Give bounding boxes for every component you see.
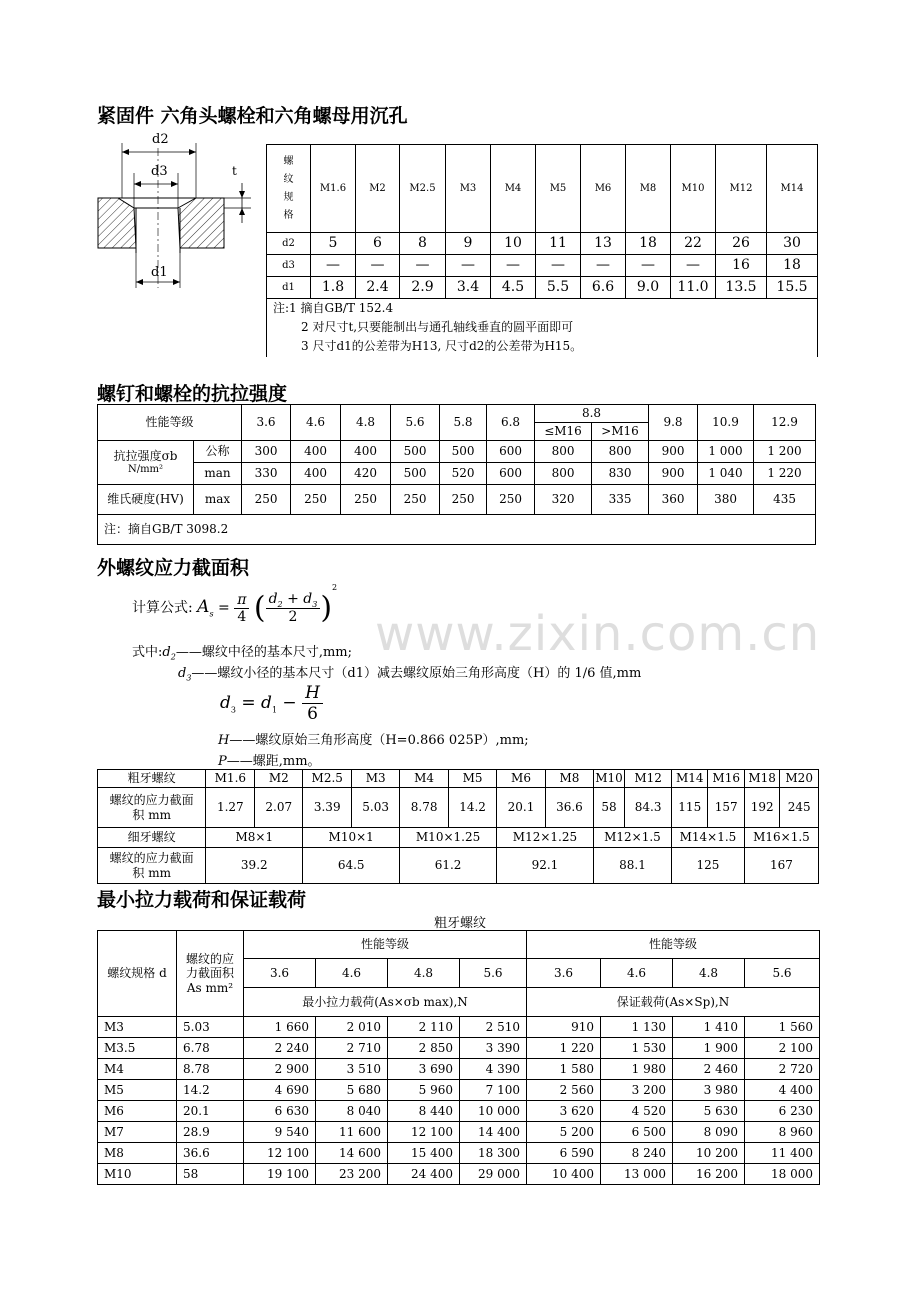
table-row xyxy=(98,1143,820,1164)
where-H: H——螺纹原始三角形高度（H=0.866 025P）,mm; xyxy=(218,733,529,748)
table-cell: 3 620 xyxy=(527,1101,601,1122)
table-cell: 910 xyxy=(527,1017,601,1038)
table-row xyxy=(267,277,818,299)
table-cell: 380 xyxy=(698,485,754,515)
table-cell: M20 xyxy=(780,770,819,788)
table-cell: 1 200 xyxy=(754,441,816,463)
table-cell: 800 xyxy=(535,441,592,463)
header-cell: M2.5 xyxy=(400,145,446,233)
table-cell: 6 xyxy=(356,233,400,255)
table-cell: 6.78 xyxy=(177,1038,244,1059)
diagram-label-d3: d3 xyxy=(151,164,168,179)
header-cell: M6 xyxy=(581,145,626,233)
table-cell: 2 460 xyxy=(673,1059,745,1080)
table-cell: 28.9 xyxy=(177,1122,244,1143)
grade-cell: 5.6 xyxy=(745,959,820,988)
table-cell: 520 xyxy=(440,463,487,485)
header-cell: M10 xyxy=(671,145,716,233)
grade-cell: 5.6 xyxy=(391,405,440,441)
table-cell: 20.1 xyxy=(177,1101,244,1122)
table-cell: M4 xyxy=(400,770,449,788)
table-cell: 6.6 xyxy=(581,277,626,299)
grade-cell: 8.8 xyxy=(535,405,649,423)
table-cell: 1 900 xyxy=(673,1038,745,1059)
table-cell: M1.6 xyxy=(206,770,255,788)
diagram-label-d2: d2 xyxy=(152,132,169,147)
load-table-body xyxy=(97,1016,820,1185)
table-cell: 250 xyxy=(487,485,535,515)
table-cell: 800 xyxy=(592,441,649,463)
table-cell: 3 690 xyxy=(388,1059,460,1080)
table-cell: 5.03 xyxy=(352,788,400,828)
table-cell: 20.1 xyxy=(497,788,546,828)
table-cell: M5 xyxy=(449,770,497,788)
grade-cell: 3.6 xyxy=(527,959,601,988)
table-cell: 16 xyxy=(716,255,767,277)
table-cell: 2 010 xyxy=(316,1017,388,1038)
table-cell: 4 690 xyxy=(244,1080,316,1101)
table-cell: 3 390 xyxy=(460,1038,527,1059)
table-row xyxy=(98,1017,820,1038)
table-cell: 2 100 xyxy=(745,1038,820,1059)
table-cell: 360 xyxy=(649,485,698,515)
table-cell: 13.5 xyxy=(716,277,767,299)
grade-cell: 4.8 xyxy=(388,959,460,988)
table-cell: M18 xyxy=(744,770,779,788)
grade-cell: 6.8 xyxy=(487,405,535,441)
table-cell: 10 400 xyxy=(527,1164,601,1185)
table-cell: M2.5 xyxy=(303,770,352,788)
table-cell: M10×1.25 xyxy=(400,828,497,848)
header-cell: M5 xyxy=(536,145,581,233)
table-cell: 6 230 xyxy=(745,1101,820,1122)
table-cell: 19 100 xyxy=(244,1164,316,1185)
note-line: 3 尺寸d1的公差带为H13, 尺寸d2的公差带为H15。 xyxy=(301,339,583,353)
table-cell: 250 xyxy=(440,485,487,515)
table-cell: 6 590 xyxy=(527,1143,601,1164)
table-cell: 92.1 xyxy=(497,848,594,884)
header-cell: M2 xyxy=(356,145,400,233)
table-row xyxy=(98,788,819,828)
row-label: d3 xyxy=(267,255,311,277)
table-row xyxy=(98,1122,820,1143)
row-label: 螺纹的应力截面积 mm xyxy=(98,848,206,884)
table-cell: 1 130 xyxy=(601,1017,673,1038)
table-cell: — xyxy=(671,255,716,277)
table-cell: M12×1.25 xyxy=(497,828,594,848)
d3-description: ——螺纹小径的基本尺寸（d1）减去螺纹原始三角形高度（H）的 1/6 值,mm xyxy=(191,666,642,681)
table-cell: 36.6 xyxy=(545,788,593,828)
table-cell: 11 400 xyxy=(745,1143,820,1164)
table-cell: 250 xyxy=(391,485,440,515)
table-cell: — xyxy=(356,255,400,277)
grade-cell: 4.8 xyxy=(673,959,745,988)
table-cell: — xyxy=(536,255,581,277)
section4-title: 最小拉力载荷和保证载荷 xyxy=(97,889,307,911)
table-cell: 12 100 xyxy=(244,1143,316,1164)
table-cell: 5 960 xyxy=(388,1080,460,1101)
table-row xyxy=(98,1059,820,1080)
table-cell: 30 xyxy=(767,233,818,255)
table-cell: 830 xyxy=(592,463,649,485)
table-cell: 4 390 xyxy=(460,1059,527,1080)
table-cell: 8.78 xyxy=(177,1059,244,1080)
table-cell: M8×1 xyxy=(206,828,303,848)
table-cell: 29 000 xyxy=(460,1164,527,1185)
header-cell: M8 xyxy=(626,145,671,233)
table-cell: 15 400 xyxy=(388,1143,460,1164)
header-cell: M4 xyxy=(491,145,536,233)
table-cell: 2 710 xyxy=(316,1038,388,1059)
table-cell: 1.27 xyxy=(206,788,255,828)
table-cell: 1 410 xyxy=(673,1017,745,1038)
table-cell: 2 510 xyxy=(460,1017,527,1038)
grade-cell: 4.6 xyxy=(601,959,673,988)
table-cell: M2 xyxy=(255,770,303,788)
table-cell: M10 xyxy=(593,770,624,788)
table-cell: 335 xyxy=(592,485,649,515)
table-cell: 6 630 xyxy=(244,1101,316,1122)
table-cell: 11 600 xyxy=(316,1122,388,1143)
table-cell: 8.78 xyxy=(400,788,449,828)
row-label: 公称 xyxy=(194,441,242,463)
section1-title: 紧固件 六角头螺栓和六角螺母用沉孔 xyxy=(97,105,408,127)
table-row xyxy=(98,828,819,848)
table-cell: — xyxy=(626,255,671,277)
table-cell: M16×1.5 xyxy=(744,828,818,848)
table-row xyxy=(98,1080,820,1101)
grade-header: 性能等级 xyxy=(527,931,820,959)
table-cell: 4 400 xyxy=(745,1080,820,1101)
table-cell: M6 xyxy=(98,1101,177,1122)
table-row xyxy=(267,255,818,277)
table-cell: 8 240 xyxy=(601,1143,673,1164)
row-label: 螺纹的应力截面积 mm xyxy=(98,788,206,828)
grade-cell: 4.8 xyxy=(341,405,391,441)
H-description: ——螺纹原始三角形高度（H=0.866 025P）,mm; xyxy=(229,733,529,748)
table-cell: — xyxy=(446,255,491,277)
table-cell: 1 530 xyxy=(601,1038,673,1059)
table-row xyxy=(267,233,818,255)
grade-cell: 10.9 xyxy=(698,405,754,441)
table-cell: 167 xyxy=(744,848,818,884)
table-cell: 420 xyxy=(341,463,391,485)
table-cell: 39.2 xyxy=(206,848,303,884)
table-cell: 3 510 xyxy=(316,1059,388,1080)
grade-header: 性能等级 xyxy=(98,405,242,441)
tensile-label-text: 抗拉强度σb xyxy=(113,449,178,464)
table-cell: 64.5 xyxy=(303,848,400,884)
table-cell: 22 xyxy=(671,233,716,255)
table-cell: 61.2 xyxy=(400,848,497,884)
table-cell: 1 980 xyxy=(601,1059,673,1080)
table-cell: 9 540 xyxy=(244,1122,316,1143)
grade-cell: 4.6 xyxy=(291,405,341,441)
table-cell: 58 xyxy=(177,1164,244,1185)
table-notes-row xyxy=(267,299,818,357)
table-cell: 115 xyxy=(672,788,708,828)
table-cell: 900 xyxy=(649,463,698,485)
table-cell: — xyxy=(311,255,356,277)
table-notes-row xyxy=(98,515,816,545)
table-header-row xyxy=(267,145,818,233)
table-cell: 5.03 xyxy=(177,1017,244,1038)
table-cell: 11.0 xyxy=(671,277,716,299)
table-cell: M10×1 xyxy=(303,828,400,848)
row-label: man xyxy=(194,463,242,485)
table-cell: 400 xyxy=(341,441,391,463)
table-cell: 26 xyxy=(716,233,767,255)
table-cell: 5 680 xyxy=(316,1080,388,1101)
table-cell: 7 100 xyxy=(460,1080,527,1101)
table-cell: 2 560 xyxy=(527,1080,601,1101)
table-cell: 3.4 xyxy=(446,277,491,299)
table-cell: 2.9 xyxy=(400,277,446,299)
table-cell: 1 220 xyxy=(754,463,816,485)
grade-cell: 5.6 xyxy=(460,959,527,988)
formula-label: 计算公式: xyxy=(132,600,193,616)
counterbore-diagram xyxy=(96,128,256,293)
table-cell: 320 xyxy=(535,485,592,515)
table-cell: 13 000 xyxy=(601,1164,673,1185)
table-cell: 4.5 xyxy=(491,277,536,299)
table-cell: M7 xyxy=(98,1122,177,1143)
table-cell: M12 xyxy=(625,770,672,788)
table-cell: 157 xyxy=(708,788,744,828)
table-header-row xyxy=(98,931,820,959)
grade-subcell: >M16 xyxy=(592,423,649,441)
table-cell: M12×1.5 xyxy=(593,828,671,848)
table-cell: 8 xyxy=(400,233,446,255)
table-cell: 5 200 xyxy=(527,1122,601,1143)
table-cell: 6 500 xyxy=(601,1122,673,1143)
table-cell: 15.5 xyxy=(767,277,818,299)
table-cell: 435 xyxy=(754,485,816,515)
note-line: 2 对尺寸t,只要能制出与通孔轴线垂直的圆平面即可 xyxy=(301,320,574,334)
table-cell: M5 xyxy=(98,1080,177,1101)
table-cell: 600 xyxy=(487,463,535,485)
table-cell: 5 630 xyxy=(673,1101,745,1122)
table-cell: 1 560 xyxy=(745,1017,820,1038)
table-cell: 500 xyxy=(391,441,440,463)
table-cell: 12 100 xyxy=(388,1122,460,1143)
section3-title: 外螺纹应力截面积 xyxy=(97,557,250,579)
table-cell: 8 440 xyxy=(388,1101,460,1122)
proof-load-header: 保证载荷(As×Sp),N xyxy=(527,988,820,1017)
tensile-strength-table xyxy=(97,404,816,545)
table-cell: 3 980 xyxy=(673,1080,745,1101)
table-row xyxy=(98,485,816,515)
table-cell: M8 xyxy=(98,1143,177,1164)
row-label: d1 xyxy=(267,277,311,299)
table-cell: M6 xyxy=(497,770,546,788)
formula-as: 计算公式: $A_s$ = $\frac{\pi}{4}$ ( $\frac{d_2 + d_3}{2}$ )$^2$ xyxy=(132,583,338,626)
grade-cell: 9.8 xyxy=(649,405,698,441)
grade-subcell: ≤M16 xyxy=(535,423,592,441)
table-cell: 58 xyxy=(593,788,624,828)
d2-description: ——螺纹中径的基本尺寸,mm; xyxy=(175,645,352,660)
table-cell: 8 090 xyxy=(673,1122,745,1143)
table-cell: 400 xyxy=(291,463,341,485)
watermark: www.zixin.com.cn xyxy=(375,606,821,662)
table-cell: 2 240 xyxy=(244,1038,316,1059)
table-row xyxy=(98,770,819,788)
table-cell: M14×1.5 xyxy=(672,828,745,848)
table-cell: 2.07 xyxy=(255,788,303,828)
table-cell: 10 200 xyxy=(673,1143,745,1164)
where-label: 式中: xyxy=(132,645,163,660)
table-row xyxy=(98,848,819,884)
table-row xyxy=(98,441,816,463)
table-row xyxy=(98,1101,820,1122)
row-label: max xyxy=(194,485,242,515)
table-cell: 14.2 xyxy=(177,1080,244,1101)
table-cell: 14 400 xyxy=(460,1122,527,1143)
table-cell: M8 xyxy=(545,770,593,788)
section2-title: 螺钉和螺栓的抗拉强度 xyxy=(97,383,288,405)
table-cell: 400 xyxy=(291,441,341,463)
table-cell: 36.6 xyxy=(177,1143,244,1164)
stress-area-table xyxy=(97,769,819,884)
table-cell: M3.5 xyxy=(98,1038,177,1059)
table-cell: 250 xyxy=(341,485,391,515)
table-cell: 5.5 xyxy=(536,277,581,299)
table-cell: 24 400 xyxy=(388,1164,460,1185)
table-cell: 500 xyxy=(440,441,487,463)
table-notes xyxy=(267,299,818,357)
table-cell: 8 040 xyxy=(316,1101,388,1122)
P-description: ——螺距,mm。 xyxy=(226,754,321,769)
table-cell: M10 xyxy=(98,1164,177,1185)
table-cell: 2 850 xyxy=(388,1038,460,1059)
table-cell: 10 000 xyxy=(460,1101,527,1122)
table-cell: 5 xyxy=(311,233,356,255)
table-cell: 1 660 xyxy=(244,1017,316,1038)
table-note: 注：摘自GB/T 3098.2 xyxy=(98,515,816,545)
table-header-row xyxy=(98,405,816,423)
table-cell: 18 xyxy=(626,233,671,255)
grade-header: 性能等级 xyxy=(244,931,527,959)
table-cell: 13 xyxy=(581,233,626,255)
table-cell: 250 xyxy=(291,485,341,515)
header-cell: 螺纹规格 xyxy=(267,145,311,233)
table-cell: 88.1 xyxy=(593,848,671,884)
table-cell: M14 xyxy=(672,770,708,788)
table-cell: 18 300 xyxy=(460,1143,527,1164)
table-cell: 1 580 xyxy=(527,1059,601,1080)
header-cell: M3 xyxy=(446,145,491,233)
load-table xyxy=(97,930,820,1017)
table-row xyxy=(98,1164,820,1185)
row-label: d2 xyxy=(267,233,311,255)
coarse-thread-subtitle: 粗牙螺纹 xyxy=(434,916,487,931)
table-cell: M16 xyxy=(708,770,744,788)
where-P: P——螺距,mm。 xyxy=(218,754,321,769)
table-cell: 500 xyxy=(391,463,440,485)
table-row xyxy=(98,1038,820,1059)
grade-cell: 12.9 xyxy=(754,405,816,441)
table-cell: 900 xyxy=(649,441,698,463)
table-cell: 9.0 xyxy=(626,277,671,299)
table-cell: 3.39 xyxy=(303,788,352,828)
table-cell: 192 xyxy=(744,788,779,828)
table-cell: M3 xyxy=(98,1017,177,1038)
table-cell: 2 900 xyxy=(244,1059,316,1080)
table-cell: 1 040 xyxy=(698,463,754,485)
table-cell: 800 xyxy=(535,463,592,485)
table-cell: 2.4 xyxy=(356,277,400,299)
table-cell: — xyxy=(400,255,446,277)
table-cell: 14 600 xyxy=(316,1143,388,1164)
table-cell: 2 720 xyxy=(745,1059,820,1080)
grade-cell: 3.6 xyxy=(244,959,316,988)
table-cell: — xyxy=(581,255,626,277)
table-cell: 300 xyxy=(242,441,291,463)
counterbore-table xyxy=(266,144,818,357)
where-d3: $d_3——$螺纹小径的基本尺寸（d1）减去螺纹原始三角形高度（H）的 1/6 值,mm xyxy=(178,666,642,683)
table-cell: 18 xyxy=(767,255,818,277)
table-cell: 16 200 xyxy=(673,1164,745,1185)
row-label: 粗牙螺纹 xyxy=(98,770,206,788)
grade-cell: 4.6 xyxy=(316,959,388,988)
area-header: 螺纹的应力截面积As mm² xyxy=(177,931,244,1017)
formula-d3: $d_3 = d_1$ − $\frac{H}{6}$ xyxy=(220,683,323,724)
min-load-header: 最小拉力载荷(As×σb max),N xyxy=(244,988,527,1017)
table-cell: 1 000 xyxy=(698,441,754,463)
table-cell: 245 xyxy=(780,788,819,828)
diagram-label-d1: d1 xyxy=(151,265,168,280)
table-cell: 11 xyxy=(536,233,581,255)
table-cell: 2 110 xyxy=(388,1017,460,1038)
row-label: 细牙螺纹 xyxy=(98,828,206,848)
table-cell: 600 xyxy=(487,441,535,463)
table-cell: 330 xyxy=(242,463,291,485)
grade-cell: 3.6 xyxy=(242,405,291,441)
table-cell: 1 220 xyxy=(527,1038,601,1059)
tensile-label xyxy=(98,441,194,485)
header-cell: M1.6 xyxy=(311,145,356,233)
table-cell: M3 xyxy=(352,770,400,788)
table-cell: 8 960 xyxy=(745,1122,820,1143)
table-cell: 125 xyxy=(672,848,745,884)
table-cell: 84.3 xyxy=(625,788,672,828)
table-cell: 4 520 xyxy=(601,1101,673,1122)
table-cell: 3 200 xyxy=(601,1080,673,1101)
grade-cell: 5.8 xyxy=(440,405,487,441)
where-d2: 式中$:d_2——$螺纹中径的基本尺寸,mm; xyxy=(132,645,352,662)
table-cell: 23 200 xyxy=(316,1164,388,1185)
diagram-label-t: t xyxy=(232,164,237,178)
table-cell: — xyxy=(491,255,536,277)
table-cell: 10 xyxy=(491,233,536,255)
spec-header: 螺纹规格 d xyxy=(98,931,177,1017)
table-cell: M4 xyxy=(98,1059,177,1080)
table-cell: 9 xyxy=(446,233,491,255)
table-cell: 1.8 xyxy=(311,277,356,299)
header-cell: M12 xyxy=(716,145,767,233)
table-cell: 18 000 xyxy=(745,1164,820,1185)
table-cell: 250 xyxy=(242,485,291,515)
note-line: 注:1 摘自GB/T 152.4 xyxy=(273,301,394,315)
table-row xyxy=(98,463,816,485)
row-label: 维氏硬度(HV) xyxy=(98,485,194,515)
table-cell: 14.2 xyxy=(449,788,497,828)
header-cell: M14 xyxy=(767,145,818,233)
tensile-unit: N/mm² xyxy=(127,463,164,475)
